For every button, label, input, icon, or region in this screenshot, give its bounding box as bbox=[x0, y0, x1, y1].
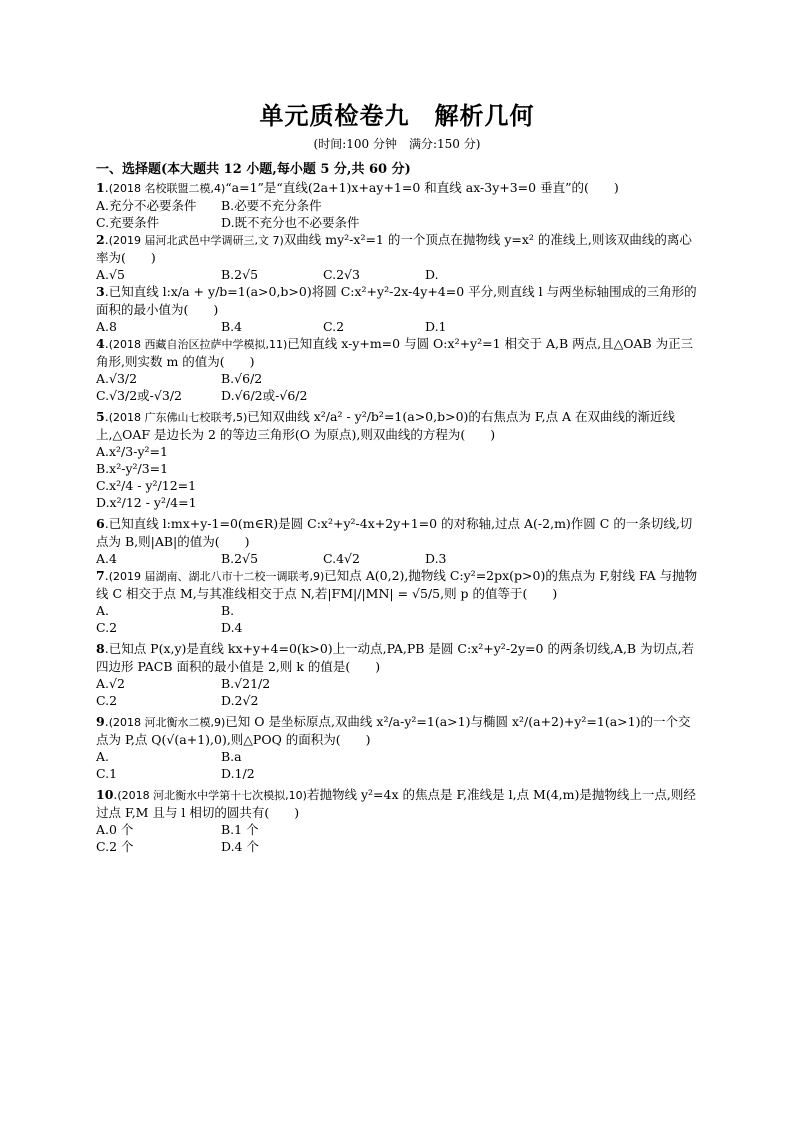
question-number: 7 bbox=[96, 568, 105, 583]
option-a: A. bbox=[96, 749, 110, 764]
options-4 bbox=[96, 370, 698, 404]
question-text: 已知直线 x-y+m=0 与圆 O:x²+y²=1 相交于 A,B 两点,且△OAB 为正三角形,则实数 m 的值为( ) bbox=[96, 336, 694, 369]
question-source: (2018 广东佛山七校联考,5) bbox=[108, 411, 248, 424]
question-text: 双曲线 my²-x²=1 的一个顶点在抛物线 y=x² 的准线上,则该双曲线的离心率为( ) bbox=[96, 232, 692, 265]
option-d: D.4 个 bbox=[221, 839, 259, 854]
question-source: (2018 河北衡水二模,9) bbox=[108, 716, 226, 729]
option-b: B.√6/2 bbox=[221, 371, 263, 386]
question-source: (2019 届河北武邑中学调研三,文 7) bbox=[108, 234, 284, 247]
options-10 bbox=[96, 821, 698, 855]
question-number: 8 bbox=[96, 641, 105, 656]
options-3 bbox=[96, 318, 698, 335]
question-text: 若抛物线 y²=4x 的焦点是 F,准线是 l,点 M(4,m)是抛物线上一点,则经过点 F,M 且与 l 相切的圆共有( ) bbox=[96, 787, 696, 820]
question-number: 5 bbox=[96, 409, 105, 424]
option-d: D.2√2 bbox=[221, 693, 259, 708]
option-a: A.0 个 bbox=[96, 822, 134, 837]
question-number: 6 bbox=[96, 516, 105, 531]
option-b: B.√21/2 bbox=[221, 676, 271, 691]
option-a: A.8 bbox=[96, 319, 117, 334]
option-a: A.4 bbox=[96, 551, 117, 566]
question-source: (2018 西藏自治区拉萨中学模拟,11) bbox=[108, 338, 288, 351]
option-d: D.1/2 bbox=[221, 766, 255, 781]
option-c: C.2 个 bbox=[96, 839, 134, 854]
question-8: 8.已知点 P(x,y)是直线 kx+y+4=0(k>0)上一动点,PA,PB 是圆 C:x²+y²-2y=0 的两条切线,A,B 为切点,若四边形 PACB 面积的最小值是 2,则 k 的值是( ) bbox=[96, 641, 695, 674]
options-2 bbox=[96, 266, 698, 283]
option-b: B.a bbox=[221, 749, 242, 764]
question-number: 9 bbox=[96, 714, 105, 729]
option-b: B.必要不充分条件 bbox=[221, 198, 322, 213]
option-c: C.2 bbox=[323, 319, 345, 334]
question-number: 4 bbox=[96, 336, 105, 351]
option-c: C.2√3 bbox=[323, 267, 360, 282]
option-d: D.4 bbox=[221, 620, 243, 635]
option-d: D.3 bbox=[425, 551, 447, 566]
question-4: 4.(2018 西藏自治区拉萨中学模拟,11)已知直线 x-y+m=0 与圆 O:x²+y²=1 相交于 A,B 两点,且△OAB 为正三角形,则实数 m 的值为( ) bbox=[96, 336, 694, 369]
question-text: 已知点 A(0,2),抛物线 C:y²=2px(p>0)的焦点为 F,射线 FA 与抛物线 C 相交于点 M,与其准线相交于点 N,若|FM|/|MN| = √5/5,则 p 的值等于( ) bbox=[96, 568, 698, 601]
question-10: 10.(2018 河北衡水中学第十七次模拟,10)若抛物线 y²=4x 的焦点是 F,准线是 l,点 M(4,m)是抛物线上一点,则经过点 F,M 且与 l 相切的圆共有( ) bbox=[96, 787, 696, 820]
option-a: A. bbox=[96, 603, 110, 618]
option-a: A.x²/3-y²=1 bbox=[96, 444, 168, 459]
option-d: D. bbox=[425, 267, 439, 282]
question-3: 3.已知直线 l:x/a + y/b=1(a>0,b>0)将圆 C:x²+y²-2x-4y+4=0 平分,则直线 l 与两坐标轴围成的三角形的面积的最小值为( ) bbox=[96, 284, 697, 317]
options-9 bbox=[96, 748, 698, 782]
options-1 bbox=[96, 197, 698, 231]
option-b: B.1 个 bbox=[221, 822, 259, 837]
question-text: “a=1”是“直线(2a+1)x+ay+1=0 和直线 ax-3y+3=0 垂直”的( ) bbox=[225, 180, 619, 195]
options-8 bbox=[96, 675, 698, 709]
option-d: D.既不充分也不必要条件 bbox=[221, 215, 360, 230]
option-a: A.充分不必要条件 bbox=[96, 198, 197, 213]
question-text: 已知 O 是坐标原点,双曲线 x²/a-y²=1(a>1)与椭圆 x²/(a+2)+y²=1(a>1)的一个交点为 P,点 Q(√(a+1),0),则△POQ 的面积为( ) bbox=[96, 714, 691, 747]
question-1: 1.(2018 名校联盟二模,4)“a=1”是“直线(2a+1)x+ay+1=0 和直线 ax-3y+3=0 垂直”的( ) bbox=[96, 180, 619, 195]
page-title: 单元质检卷九 解析几何 bbox=[259, 102, 535, 130]
question-text: 已知点 P(x,y)是直线 kx+y+4=0(k>0)上一动点,PA,PB 是圆 C:x²+y²-2y=0 的两条切线,A,B 为切点,若四边形 PACB 面积的最小值是 2,则 k 的值是( ) bbox=[96, 641, 695, 674]
question-number: 1 bbox=[96, 180, 105, 195]
option-b: B.4 bbox=[221, 319, 243, 334]
option-c: C.1 bbox=[96, 766, 118, 781]
option-c: C.2 bbox=[96, 620, 118, 635]
option-a: A.√5 bbox=[96, 267, 125, 282]
question-source: (2018 名校联盟二模,4) bbox=[108, 182, 226, 195]
option-b: B.2√5 bbox=[221, 267, 259, 282]
question-7: 7.(2019 届湖南、湖北八市十二校一调联考,9)已知点 A(0,2),抛物线 C:y²=2px(p>0)的焦点为 F,射线 FA 与抛物线 C 相交于点 M,与其准线相交于点 N,若|FM|/|MN| = √5/5,则 p 的值等于( ) bbox=[96, 568, 698, 601]
question-source: (2018 河北衡水中学第十七次模拟,10) bbox=[117, 789, 307, 802]
option-b: B.2√5 bbox=[221, 551, 259, 566]
section-heading: 一、选择题(本大题共 12 小题,每小题 5 分,共 60 分) bbox=[96, 162, 411, 177]
question-text: 已知直线 l:x/a + y/b=1(a>0,b>0)将圆 C:x²+y²-2x-4y+4=0 平分,则直线 l 与两坐标轴围成的三角形的面积的最小值为( ) bbox=[96, 284, 697, 317]
option-c: C.√3/2或-√3/2 bbox=[96, 388, 182, 403]
option-a: A.√2 bbox=[96, 676, 125, 691]
option-d: D.1 bbox=[425, 319, 447, 334]
options-6 bbox=[96, 550, 698, 567]
question-number: 3 bbox=[96, 284, 105, 299]
question-6: 6.已知直线 l:mx+y-1=0(m∈R)是圆 C:x²+y²-4x+2y+1=0 的对称轴,过点 A(-2,m)作圆 C 的一条切线,切点为 B,则|AB|的值为( ) bbox=[96, 516, 693, 549]
option-b: B. bbox=[221, 603, 235, 618]
option-c: C.充要条件 bbox=[96, 215, 160, 230]
page-subtitle: (时间:100 分钟 满分:150 分) bbox=[313, 137, 481, 151]
option-d: D.x²/12 - y²/4=1 bbox=[96, 495, 197, 510]
option-d: D.√6/2或-√6/2 bbox=[221, 388, 308, 403]
question-9: 9.(2018 河北衡水二模,9)已知 O 是坐标原点,双曲线 x²/a-y²=1(a>1)与椭圆 x²/(a+2)+y²=1(a>1)的一个交点为 P,点 Q(√(a+1),0),则△POQ 的面积为( ) bbox=[96, 714, 691, 747]
option-c: C.4√2 bbox=[323, 551, 360, 566]
question-number: 10 bbox=[96, 787, 114, 802]
option-b: B.x²-y²/3=1 bbox=[96, 461, 169, 476]
option-a: A.√3/2 bbox=[96, 371, 138, 386]
question-number: 2 bbox=[96, 232, 105, 247]
question-5: 5.(2018 广东佛山七校联考,5)已知双曲线 x²/a² - y²/b²=1(a>0,b>0)的右焦点为 F,点 A 在双曲线的渐近线上,△OAF 是边长为 2 的等边三角形(O 为原点),则双曲线的方程为( ) bbox=[96, 409, 676, 442]
question-text: 已知直线 l:mx+y-1=0(m∈R)是圆 C:x²+y²-4x+2y+1=0 的对称轴,过点 A(-2,m)作圆 C 的一条切线,切点为 B,则|AB|的值为( ) bbox=[96, 516, 693, 549]
question-text: 已知双曲线 x²/a² - y²/b²=1(a>0,b>0)的右焦点为 F,点 A 在双曲线的渐近线上,△OAF 是边长为 2 的等边三角形(O 为原点),则双曲线的方程为( ) bbox=[96, 409, 676, 442]
option-c: C.2 bbox=[96, 693, 118, 708]
options-7 bbox=[96, 602, 698, 636]
document-page bbox=[96, 96, 698, 855]
question-2: 2.(2019 届河北武邑中学调研三,文 7)双曲线 my²-x²=1 的一个顶点在抛物线 y=x² 的准线上,则该双曲线的离心率为( ) bbox=[96, 232, 692, 265]
option-c: C.x²/4 - y²/12=1 bbox=[96, 478, 197, 493]
question-source: (2019 届湖南、湖北八市十二校一调联考,9) bbox=[108, 570, 325, 583]
